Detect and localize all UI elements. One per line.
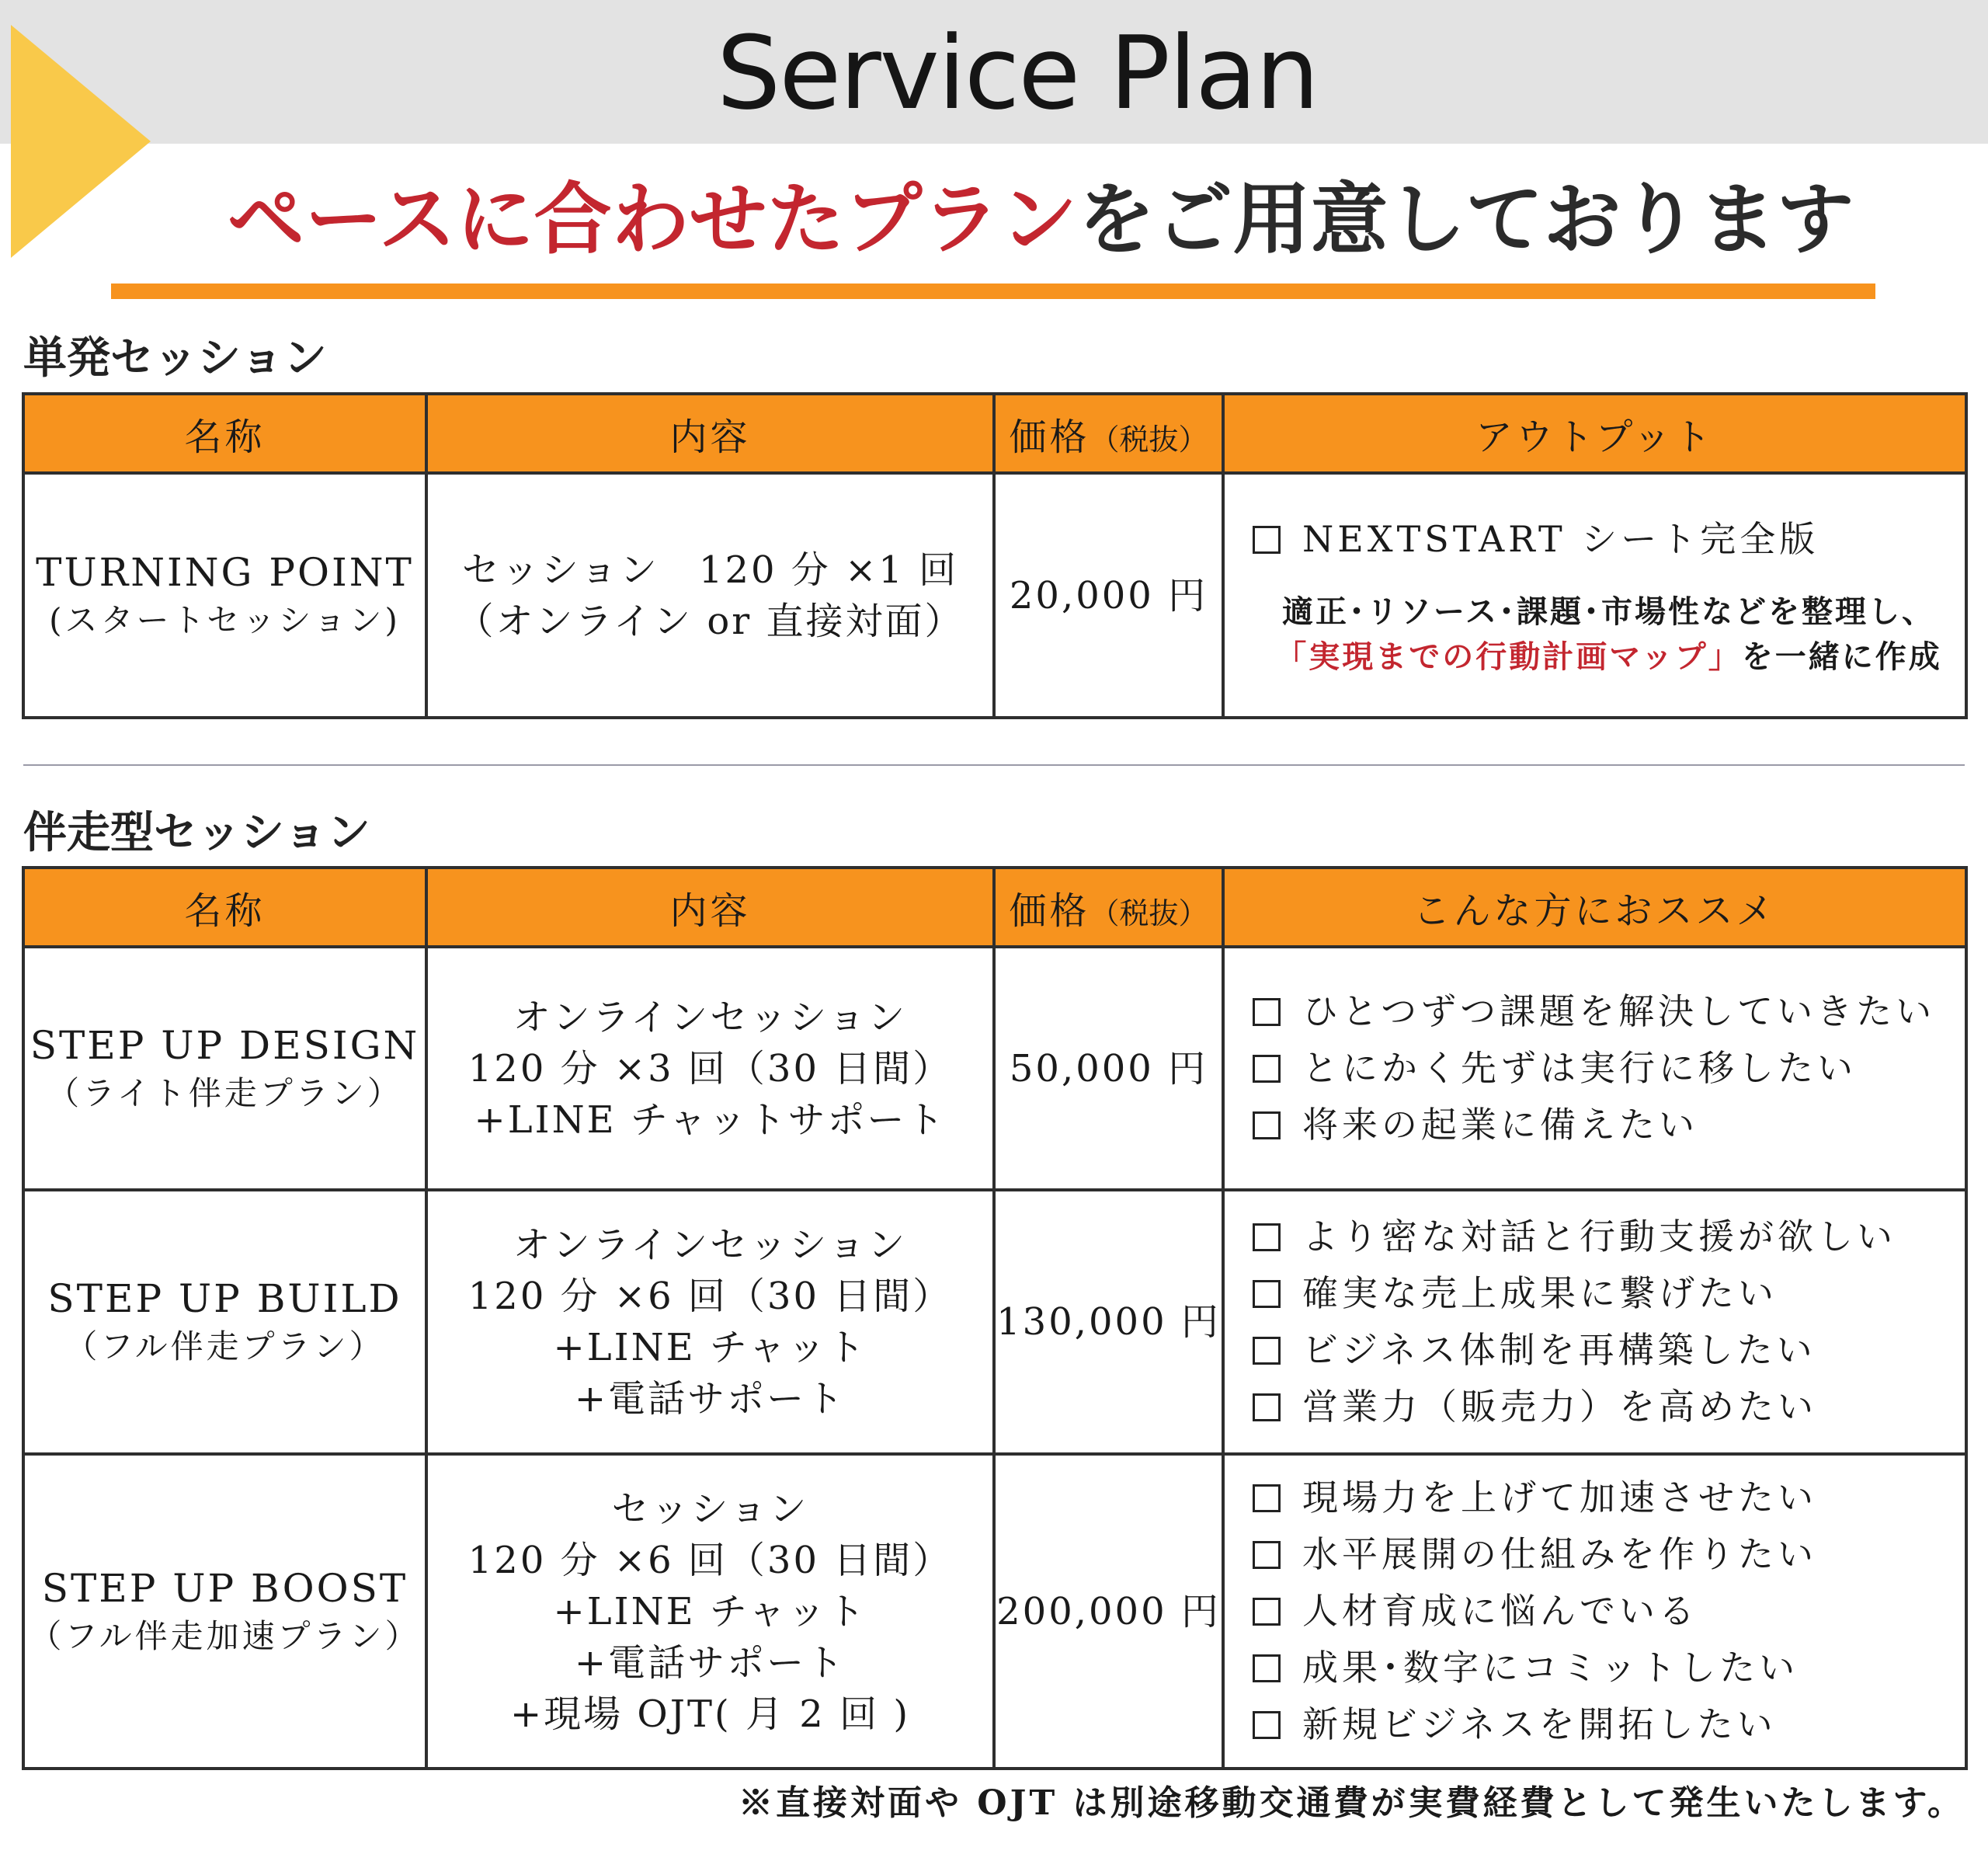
recommend-item	[1253, 1526, 1965, 1583]
checkbox-icon	[1253, 1598, 1281, 1626]
recommend-label: 人材育成に悩んでいる	[1302, 1590, 1698, 1632]
single-session-heading: 単発セッション	[23, 333, 327, 384]
recommend-label: 成果･数字にコミットしたい	[1302, 1647, 1799, 1689]
page-subtitle	[109, 169, 1972, 270]
checkbox-icon	[1253, 1393, 1281, 1421]
table-row	[23, 947, 1966, 1190]
content-line: +電話サポート	[574, 1377, 846, 1421]
column-header-name: 名称	[23, 868, 426, 947]
recommend-cell	[1223, 947, 1966, 1190]
table-header-row	[23, 394, 1966, 473]
content-line: +LINE チャットサポート	[474, 1097, 947, 1142]
checkbox-icon	[1253, 526, 1281, 554]
price-label: 価格	[1009, 889, 1090, 933]
plan-subname: （フル伴走加速プラン）	[29, 1616, 421, 1655]
checkbox-icon	[1253, 1654, 1281, 1682]
subtitle-highlight: ペースに合わせたプラン	[227, 174, 1078, 265]
plan-subname: (スタートセッション)	[49, 600, 401, 639]
running-session-heading: 伴走型セッション	[23, 808, 370, 858]
recommend-item	[1253, 1696, 1965, 1753]
description-rest: を一緒に作成	[1741, 638, 1942, 675]
column-header-content: 内容	[426, 394, 994, 473]
content-line: +LINE チャット	[553, 1589, 867, 1633]
recommend-cell	[1223, 1454, 1966, 1769]
plan-content-cell	[426, 1454, 994, 1769]
subtitle-underline	[111, 283, 1875, 299]
content-line: オンラインセッション	[513, 995, 908, 1039]
table-header-row	[23, 868, 1966, 947]
plan-name: TURNING POINT	[36, 549, 414, 595]
plan-content-cell	[426, 1190, 994, 1454]
column-header-output: アウトプット	[1223, 394, 1966, 473]
checkbox-icon	[1253, 1337, 1281, 1365]
plan-price: 130,000 円	[994, 1190, 1223, 1454]
plan-name: STEP UP BOOST	[41, 1565, 408, 1611]
output-item	[1253, 511, 1965, 568]
recommend-label: 確実な売上成果に繋げたい	[1302, 1272, 1778, 1314]
section-divider	[23, 764, 1965, 766]
plan-name-cell	[23, 947, 426, 1190]
recommend-item	[1253, 1640, 1965, 1696]
recommend-item	[1253, 1040, 1965, 1097]
content-line: 120 分 ×6 回（30 日間）	[467, 1275, 953, 1318]
plan-subname: （ライト伴走プラン）	[47, 1073, 403, 1112]
price-label: 価格	[1009, 415, 1090, 459]
recommend-item	[1253, 1209, 1965, 1265]
plan-name: STEP UP DESIGN	[30, 1022, 420, 1068]
output-description	[1253, 590, 1965, 680]
content-line: オンラインセッション	[513, 1223, 908, 1267]
checkbox-icon	[1253, 1223, 1281, 1251]
recommend-label: とにかく先ずは実行に移したい	[1302, 1047, 1857, 1089]
recommend-label: 現場力を上げて加速させたい	[1302, 1477, 1817, 1518]
recommend-label: 水平展開の仕組みを作りたい	[1302, 1533, 1817, 1575]
content-line: （オンライン or 直接対面）	[456, 599, 964, 643]
tax-label: （税抜）	[1090, 896, 1208, 930]
recommend-label: 新規ビジネスを開拓したい	[1302, 1703, 1777, 1745]
checkbox-icon	[1253, 1280, 1281, 1308]
content-line: セッション	[611, 1487, 809, 1531]
footnote: ※直接対面や OJT は別途移動交通費が実費経費として発生いたします。	[738, 1783, 1965, 1823]
column-header-price	[994, 868, 1223, 947]
output-cell	[1223, 473, 1966, 718]
plan-price: 200,000 円	[994, 1454, 1223, 1769]
plan-name: STEP UP BUILD	[47, 1276, 402, 1321]
plan-name-cell	[23, 473, 426, 718]
subtitle-rest: をご用意しております	[1077, 174, 1854, 265]
checkbox-icon	[1253, 1484, 1281, 1512]
table-row	[23, 473, 1966, 718]
description-line: 適正･リソース･課題･市場性などを整理し、	[1282, 593, 1935, 630]
recommend-item	[1253, 1265, 1965, 1322]
recommend-item	[1253, 1583, 1965, 1640]
content-line: 120 分 ×6 回（30 日間）	[467, 1538, 953, 1582]
recommend-item	[1253, 1097, 1965, 1153]
recommend-cell	[1223, 1190, 1966, 1454]
page-title: Service Plan	[716, 14, 1319, 132]
description-line	[1253, 635, 1965, 680]
content-line: +現場 OJT( 月 2 回 )	[509, 1692, 911, 1736]
table-row	[23, 1190, 1966, 1454]
content-line: セッション 120 分 ×1 回	[461, 548, 959, 592]
plan-name-cell	[23, 1190, 426, 1454]
content-line: +LINE チャット	[553, 1326, 867, 1369]
plan-price: 50,000 円	[994, 947, 1223, 1190]
tax-label: （税抜）	[1090, 422, 1208, 457]
recommend-item	[1253, 1470, 1965, 1526]
checkbox-icon	[1253, 1711, 1281, 1739]
recommend-label: 営業力（販売力）を高めたい	[1302, 1386, 1817, 1428]
recommend-item	[1253, 1322, 1965, 1379]
content-line: +電話サポート	[574, 1640, 846, 1685]
recommend-item	[1253, 1379, 1965, 1435]
plan-name-cell	[23, 1454, 426, 1769]
description-highlight: 「実現までの行動計画マップ」	[1275, 638, 1742, 675]
recommend-label: ビジネス体制を再構築したい	[1302, 1329, 1816, 1371]
checkbox-icon	[1253, 1541, 1281, 1569]
recommend-label: 将来の起業に備えたい	[1302, 1104, 1698, 1146]
checkbox-icon	[1253, 998, 1281, 1026]
checkbox-icon	[1253, 1055, 1281, 1083]
column-header-name: 名称	[23, 394, 426, 473]
column-header-content: 内容	[426, 868, 994, 947]
column-header-price	[994, 394, 1223, 473]
table-row	[23, 1454, 1966, 1769]
plan-content-cell	[426, 473, 994, 718]
plan-subname: （フル伴走プラン）	[64, 1327, 385, 1365]
recommend-label: より密な対話と行動支援が欲しい	[1302, 1216, 1896, 1257]
output-item-label: NEXTSTART シート完全版	[1302, 518, 1819, 560]
plan-content-cell	[426, 947, 994, 1190]
recommend-item	[1253, 983, 1965, 1040]
plan-price: 20,000 円	[994, 473, 1223, 718]
checkbox-icon	[1253, 1111, 1281, 1139]
column-header-recommend: こんな方におススメ	[1223, 868, 1966, 947]
running-session-table	[22, 866, 1968, 1770]
single-session-table	[22, 392, 1968, 719]
content-line: 120 分 ×3 回（30 日間）	[467, 1046, 953, 1090]
recommend-label: ひとつずつ課題を解決していきたい	[1302, 990, 1936, 1032]
